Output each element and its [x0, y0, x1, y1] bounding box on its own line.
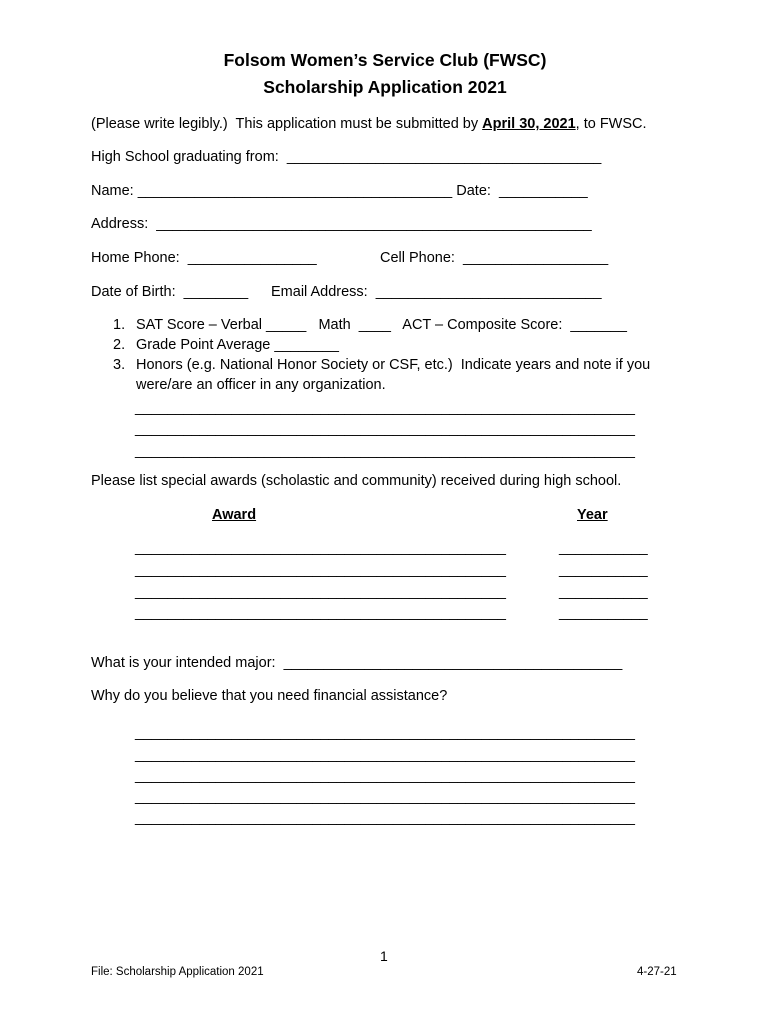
award-blank-line[interactable]: ______________________________________________ [135, 562, 506, 578]
intro-before: (Please write legibly.) This application must be submitted by [91, 116, 483, 132]
name-date-field[interactable]: Name: _______________________________________ Date: ___________ [91, 183, 588, 199]
financial-blank-line[interactable]: ______________________________________________________________ [135, 768, 635, 784]
deadline-date: April 30, 2021 [482, 116, 576, 132]
award-blank-line[interactable]: ______________________________________________ [135, 605, 506, 621]
award-blank-line[interactable]: ______________________________________________ [135, 584, 506, 600]
awards-prompt: Please list special awards (scholastic and community) received during high school. [91, 473, 622, 489]
page-title-line2: Scholarship Application 2021 [263, 77, 507, 97]
gpa-field[interactable]: Grade Point Average ________ [136, 337, 339, 353]
year-blank-line[interactable]: ___________ [559, 562, 648, 578]
honors-text-line2: were/are an officer in any organization. [136, 377, 386, 393]
intro-text [91, 116, 647, 132]
award-column-header: Award [212, 507, 257, 523]
financial-blank-line[interactable]: ______________________________________________________________ [135, 725, 635, 741]
list-num-1: 1. [113, 317, 126, 333]
year-blank-line[interactable]: ___________ [559, 540, 648, 556]
footer-date: 4-27-21 [637, 966, 677, 978]
honors-text-line1: Honors (e.g. National Honor Society or CSF, etc.) Indicate years and note if you [136, 357, 651, 373]
honors-blank-line[interactable]: ______________________________________________________________ [135, 421, 635, 437]
intro-after: , to FWSC. [575, 116, 647, 132]
honors-blank-line[interactable]: ______________________________________________________________ [135, 400, 635, 416]
address-field[interactable]: Address: ______________________________________________________ [91, 216, 592, 232]
footer-file: File: Scholarship Application 2021 [91, 966, 264, 978]
year-blank-line[interactable]: ___________ [559, 584, 648, 600]
home-phone-field[interactable]: Home Phone: ________________ [91, 250, 317, 266]
list-num-2: 2. [113, 337, 126, 353]
cell-phone-field[interactable]: Cell Phone: __________________ [380, 250, 609, 266]
financial-blank-line[interactable]: ______________________________________________________________ [135, 789, 635, 805]
page-number: 1 [380, 948, 388, 964]
email-field[interactable]: Email Address: ____________________________ [271, 284, 602, 300]
financial-prompt: Why do you believe that you need financial assistance? [91, 688, 448, 704]
major-field[interactable]: What is your intended major: __________________________________________ [91, 655, 623, 671]
financial-blank-line[interactable]: ______________________________________________________________ [135, 810, 635, 826]
list-num-3: 3. [113, 357, 126, 373]
test-scores-field[interactable]: SAT Score – Verbal _____ Math ____ ACT – Composite Score: _______ [136, 317, 627, 333]
year-column-header: Year [577, 507, 608, 523]
award-blank-line[interactable]: ______________________________________________ [135, 540, 506, 556]
page-title-line1: Folsom Women’s Service Club (FWSC) [223, 50, 547, 70]
high-school-field[interactable]: High School graduating from: _______________________________________ [91, 149, 602, 165]
year-blank-line[interactable]: ___________ [559, 605, 648, 621]
financial-blank-line[interactable]: ______________________________________________________________ [135, 747, 635, 763]
honors-blank-line[interactable]: ______________________________________________________________ [135, 443, 635, 459]
dob-field[interactable]: Date of Birth: ________ [91, 284, 249, 300]
